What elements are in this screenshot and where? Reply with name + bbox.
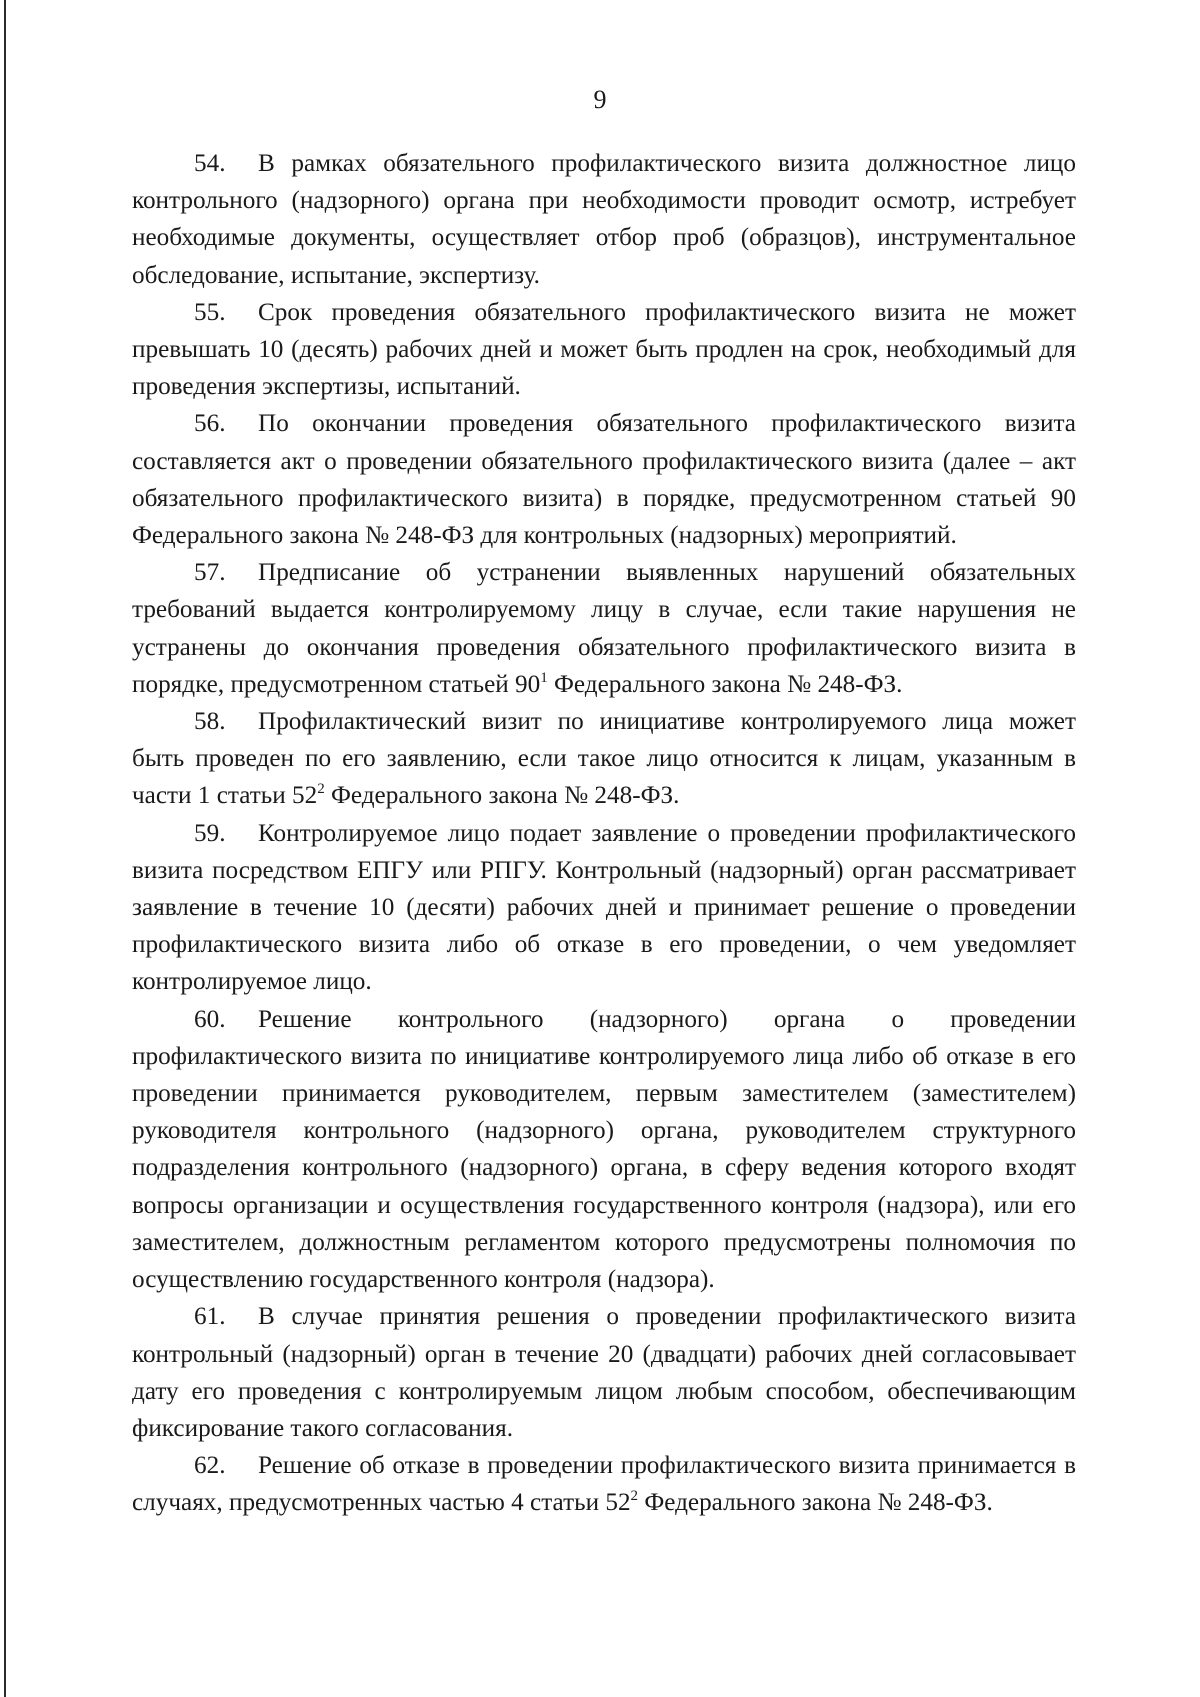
paragraph-number: 58.: [194, 708, 226, 736]
superscript: 2: [317, 781, 325, 798]
paragraph-59: [132, 815, 1076, 1001]
paragraph-text: В случае принятия решения о проведении профилактического визита контрольный (надзорный) орган в течение 20 (двадцати) рабочих дней согласовывает дату его проведения с контролируемым лицом любым способом, обеспечивающим фиксирование такого согласования.: [132, 1303, 1076, 1442]
paragraph-62: [132, 1447, 1076, 1521]
paragraph-text-tail: Федерального закона № 248-ФЗ.: [324, 782, 680, 810]
paragraph-text-tail: Федерального закона № 248-ФЗ.: [547, 670, 903, 698]
superscript: 2: [630, 1488, 639, 1505]
paragraph-number: 60.: [194, 1005, 226, 1033]
paragraph-60: [132, 1001, 1076, 1299]
paragraph-number: 54.: [194, 150, 226, 177]
superscript: 1: [540, 669, 548, 686]
paragraph-text: Профилактический визит по инициативе контролируемого лица может быть проведен по его заявлению, если такое лицо относится к лицам, указанным в части 1 статьи 52: [132, 708, 1076, 810]
paragraph-54: [132, 145, 1076, 294]
paragraph-56: [132, 405, 1076, 554]
page-number: 9: [593, 85, 607, 114]
paragraph-57: [132, 554, 1076, 703]
paragraph-text: В рамках обязательного профилактического визита должностное лицо контрольного (надзорного) органа при необходимости проводит осмотр, истребует необходимые документы, осуществляет отбор проб (образцов), инструментальное обследование, испытание, экспертизу.: [132, 150, 1076, 289]
paragraph-text: По окончании проведения обязательного профилактического визита составляется акт о проведении обязательного профилактического визита (далее – акт обязательного профилактического визита) в порядке, предусмотренном статьей 90 Федерального закона № 248-ФЗ для контрольных (надзорных) мероприятий.: [132, 410, 1076, 550]
paragraph-number: 62.: [194, 1452, 226, 1480]
paragraph-text: Решение об отказе в проведении профилактического визита принимается в случаях, предусмотренных частью 4 статьи 52: [132, 1452, 1076, 1517]
paragraph-text: Решение контрольного (надзорного) органа о проведении профилактического визита по инициативе контролируемого лица либо об отказе в его проведении принимается руководителем, первым заместителем (заместителем) руководителя контрольного (надзорного) органа, руководителем структурного подразделения контрольного (надзорного) органа, в сферу ведения которого входят вопросы организации и осуществления государственного контроля (надзора), или его заместителем, должностным регламентом которого предусмотрены полномочия по осуществлению государственного контроля (надзора).: [132, 1005, 1076, 1294]
paragraph-number: 61.: [194, 1303, 226, 1331]
paragraph-text: Контролируемое лицо подает заявление о проведении профилактического визита посредством ЕПГУ или РПГУ. Контрольный (надзорный) орган рассматривает заявление в течение 10 (десяти) рабочих дней и принимает решение о проведении профилактического визита либо об отказе в его проведении, о чем уведомляет контролируемое лицо.: [132, 819, 1076, 996]
paragraph-58: [132, 703, 1076, 815]
scan-edge-line: [4, 0, 6, 1697]
paragraph-number: 56.: [194, 410, 226, 438]
paragraph-61: [132, 1298, 1076, 1447]
document-body: [132, 145, 1076, 1522]
paragraph-number: 57.: [194, 559, 226, 587]
paragraph-text: Предписание об устранении выявленных нарушений обязательных требований выдается контролируемому лицу в случае, если такие нарушения не устранены до окончания проведения обязательного профилактического визита в порядке, предусмотренном статьей 90: [132, 559, 1076, 698]
paragraph-number: 59.: [194, 819, 226, 847]
paragraph-text-tail: Федерального закона № 248-ФЗ.: [638, 1489, 993, 1517]
paragraph-55: [132, 294, 1076, 406]
paragraph-number: 55.: [194, 298, 226, 326]
paragraph-text: Срок проведения обязательного профилактического визита не может превышать 10 (десять) рабочих дней и может быть продлен на срок, необходимый для проведения экспертизы, испытаний.: [132, 298, 1076, 401]
